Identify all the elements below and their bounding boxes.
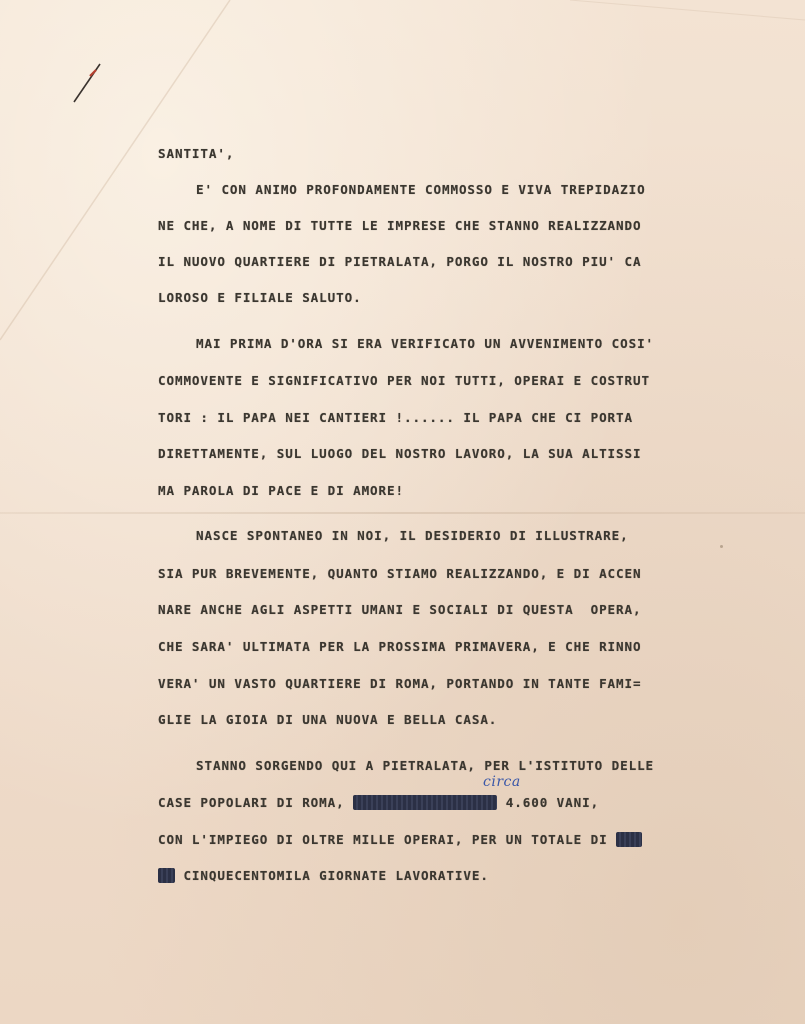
text-line: COMMOVENTE E SIGNIFICATIVO PER NOI TUTTI, OPERAI E COSTRUT <box>158 373 650 388</box>
text-line-with-strikeout <box>158 868 489 884</box>
handwritten-annotation: circa <box>483 774 521 790</box>
text-fragment: CINQUECENTOMILA GIORNATE LAVORATIVE. <box>174 868 489 883</box>
text-line: NASCE SPONTANEO IN NOI, IL DESIDERIO DI ILLUSTRARE, <box>196 528 629 543</box>
text-line-with-strikeout <box>158 832 642 848</box>
paper-fold-line <box>0 512 805 514</box>
struck-out-text <box>353 795 497 810</box>
greeting: SANTITA', <box>158 146 235 161</box>
pin-mark-icon <box>70 60 106 106</box>
struck-out-text <box>158 868 175 883</box>
text-line: TORI : IL PAPA NEI CANTIERI !...... IL PAPA CHE CI PORTA <box>158 410 633 425</box>
text-line: MA PAROLA DI PACE E DI AMORE! <box>158 483 404 498</box>
text-line: MAI PRIMA D'ORA SI ERA VERIFICATO UN AVVENIMENTO COSI' <box>196 336 655 351</box>
text-line: IL NUOVO QUARTIERE DI PIETRALATA, PORGO IL NOSTRO PIU' CA <box>158 254 642 269</box>
text-line-with-strikeout <box>158 795 599 811</box>
struck-out-text <box>616 832 641 847</box>
text-line: LOROSO E FILIALE SALUTO. <box>158 290 362 305</box>
text-line: STANNO SORGENDO QUI A PIETRALATA, PER L'ISTITUTO DELLE <box>196 758 655 773</box>
text-line: VERA' UN VASTO QUARTIERE DI ROMA, PORTANDO IN TANTE FAMI= <box>158 676 642 691</box>
text-fragment: 4.600 VANI, <box>497 795 600 810</box>
text-line: CHE SARA' ULTIMATA PER LA PROSSIMA PRIMAVERA, E CHE RINNO <box>158 639 642 654</box>
text-line: NE CHE, A NOME DI TUTTE LE IMPRESE CHE STANNO REALIZZANDO <box>158 218 642 233</box>
text-line: E' CON ANIMO PROFONDAMENTE COMMOSSO E VIVA TREPIDAZIO <box>196 182 646 197</box>
text-line: DIRETTAMENTE, SUL LUOGO DEL NOSTRO LAVORO, LA SUA ALTISSI <box>158 446 642 461</box>
text-line: GLIE LA GIOIA DI UNA NUOVA E BELLA CASA. <box>158 712 498 727</box>
text-fragment: CON L'IMPIEGO DI OLTRE MILLE OPERAI, PER UN TOTALE DI <box>158 832 617 847</box>
text-fragment: CASE POPOLARI DI ROMA, <box>158 795 354 810</box>
text-line: SIA PUR BREVEMENTE, QUANTO STIAMO REALIZZANDO, E DI ACCEN <box>158 566 642 581</box>
text-line: NARE ANCHE AGLI ASPETTI UMANI E SOCIALI DI QUESTA OPERA, <box>158 602 642 617</box>
paper-speck <box>720 545 723 548</box>
